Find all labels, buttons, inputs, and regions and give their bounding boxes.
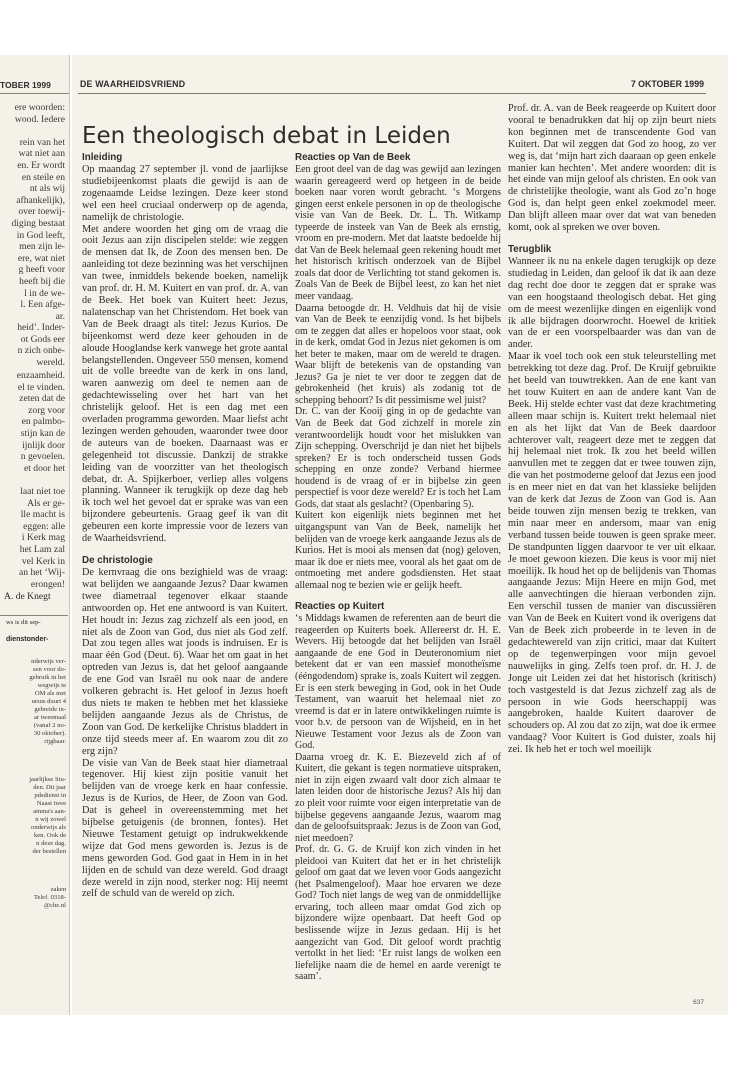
paragraph: Dr. C. van der Kooij ging in op de gedachte van Van de Beek dat God zichzelf in morele zin verantwoordelijk houdt voor het mislukken van Zijn schepping. Overschrijd je dan niet het bijbels spreken? Er is toch onderscheid tussen Gods schepping en onze zonde? Verband hiermee houdend is de vraag of er in bijbelse zin geen perspectief is voor deze wereld? Er is toch het Lam Gods, dat staat als geslacht? (Openbaring 5). bbox=[295, 406, 501, 510]
paragraph: Met andere woorden het ging om de vraag die ooit Jezus aan zijn discipelen stelde: wie zeggen de mensen dat Ik, de Zoon des mensen ben. De aanleiding tot deze bezinning was het verschijnen van twee, inmiddels bekende boeken, namelijk van prof. dr. H. M. Kuitert en van prof. dr. A. van de Beek. Het boek van Kuitert heet: Jezus, nalatenschap van het Christendom. Het boek van Van de Beek draagt als titel: Jezus Kurios. De bijeenkomst werd deze keer gehouden in de aloude Hooglandse kerk vanwege het grote aantal belangstellenden. Ongeveer 550 mensen, komend uit de volle breedte van de kerk in ons land, waren aanwezig om deel te nemen aan de gedachtewisseling over het hart van het christelijk geloof. Het is een dag met een overladen programma geworden. Maar liefst acht lezingen werden gehouden, waaronder twee door de auteurs van de boeken. Daarnaast was er gelegenheid tot discussie. Dankzij de strakke leiding van de voorzitter van het theologisch debat, dr. A. Spijkerboer, verliep alles volgens planning. Wanneer ik terugkijk op deze dag heb ik toch wel het gevoel dat er sprake was van een bijzondere gebeurtenis. Graag geef ik van dit gebeuren een korte impressie voor de lezers van de Waarheidsvriend. bbox=[82, 223, 288, 545]
issue-date: 7 OKTOBER 1999 bbox=[630, 79, 704, 89]
section-heading-terugblik: Terugblik bbox=[508, 243, 552, 255]
paragraph: Kuitert kon eigenlijk niets beginnen met het uitgangspunt van Van de Beek, namelijk het belijden van de vroege kerk aangaande Jezus als de Kurios. Het is mooi als mensen dat (nog) geloven, maar ik doe er niets mee, vooral als het gaat om de ontmoeting met andere godsdiensten. Het staat allemaal nog te bezien wie er gelijk heeft. bbox=[295, 510, 501, 591]
article-title: Een theologisch debat in Leiden bbox=[82, 123, 451, 149]
page-number: 637 bbox=[693, 999, 704, 1006]
paragraph: ‘s Middags kwamen de referenten aan de beurt die reageerden op Kuiterts boek. Allereerst dr. H. E. Wevers. Hij betoogde dat het belijden van Israël aangaande de ene God in Deuteronomium niet betekent dat er van een massief monotheïsme (ééngodendom) sprake is, zoals Kuitert wil zeggen. Er is een sterk beweging in God, ook in het Oude Testament, van waaruit het helemaal niet zo vreemd is dat er in latere ontwikkelingen ruimte is voor b.v. de persoon van de Wijsheid, en in het Nieuwe Testament voor Jezus als de Zoon van God. bbox=[295, 613, 501, 752]
section-heading-inleiding: Inleiding bbox=[82, 152, 123, 163]
notice-box-text-1: nderwijs ver- sen voor do- gebruik in het wegwijs te OM als met ursus duurt 4 gebreide in- ar tweemaal (vanaf 2 no- 30 oktober). rijgbaar. bbox=[29, 658, 66, 745]
section-heading-reacties-kuitert: Reacties op Kuitert bbox=[295, 601, 385, 613]
notice-box-heading: dienstonder- bbox=[6, 636, 49, 643]
paragraph: De visie van Van de Beek staat hier diametraal tegenover. Hij kiest zijn positie vanuit het belijden van de vroege kerk en haar confessie. Jezus is de Kurios, de Heer, de Zoon van God. Dat is geheel in overeenstemming met het bijbelse getuigenis (de bronnen, fontes). Het Nieuwe Testament getuigt op indrukwekkende wijze dat God mens geworden is. Jezus is de mens geworden God. God gaat in Hem in in het lijden en de schuld van deze wereld. God draagt deze wereld in zijn nood, sterker nog: Hij neemt zelf de schuld van de wereld op zich. bbox=[82, 757, 288, 900]
previous-page-notice-box bbox=[0, 615, 68, 1015]
notice-box-line: ws is dit sep- bbox=[6, 619, 41, 626]
paragraph: De kernvraag die ons bezighield was de vraag: wat belijden we aangaande Jezus? Daar kwamen twee diametraal tegenover elkaar staande antwoorden op. Het ene antwoord is van Kuitert. Het houdt in: Jezus zag zichzelf als een jood, en niet als de Zoon van God, dus niet als God zelf. Dat zou tegen alles wat joods is indruisen. Er is maar één God (Deut. 6). Waar het om gaat in het optreden van Jezus is, dat het geloof aangaande de ene God van Israël nu ook naar de andere volkeren gebracht is. Het geloof in Jezus hoeft dus niets te maken te hebben met het klassieke belijden aangaande Jezus als de Christus, de Zoon van God. De kerkelijke Christus bladdert in onze tijd steeds meer af. En waarom zou dit zo erg zijn? bbox=[82, 567, 288, 757]
previous-page-rule bbox=[0, 93, 70, 94]
paragraph: Wanneer ik nu na enkele dagen terugkijk op deze studiedag in Leiden, dan geloof ik dat ik aan deze dag recht doe door te zeggen dat er sprake was van een hoogstaand theologisch debat. Het ging om de meest wezenlijke dingen en eigenlijk vond ik alle bijdragen doorwrocht. Hoewel de kritiek van de er een voorspelbaarder was dan van de ander. bbox=[508, 255, 716, 351]
notice-box-text-3: zaken Telef. 0318- @che.nl bbox=[33, 886, 66, 909]
previous-page-signature: A. de Knegt bbox=[4, 591, 51, 602]
previous-page-text-top: ere woorden: wood. Iedere rein van het wat niet aan en. Er wordt en steile en nt als wij afhankelijk), over toewij- diging bestaat in God leeft, men zijn le- ere, wat niet g heeft voor heeft bij die l in de we- l. Een afge- ar. heid’. Inder- ot Gods eer n zich onbe- wereld. bbox=[11, 102, 65, 369]
paragraph: Daarna betoogde dr. H. Veldhuis dat hij de visie van Van de Beek te eenzijdig vond. Is het bijbels om te zeggen dat alles er hopeloos voor staat, ook in de kerk, omdat God in Jezus niet gekomen is om het beter te maken, maar om de wereld te dragen. Waar blijft de betekenis van de opstanding van Jezus? Ga je niet te ver door te zeggen dat de gebrokenheid (het kruis) als zodanig tot de schepping behoort? Is dit pessimisme wel juist? bbox=[295, 302, 501, 406]
paragraph: Prof. dr. A. van de Beek reageerde op Kuitert door vooral te benadrukken dat hij op zijn beurt niets kon beginnen met de transcendente God van Kuitert. Dat wil zeggen dat God zo hoog, zo ver weg is, dat ‘mijn hart zich daaraan op geen enkele manier kan hechten’. Met andere woorden: dit is het einde van mijn geloof als christen. En ook van de christelijke theologie, want als God zo’n hoge God is, dan helpt geen enkel zoekmodel meer. Dan blijft alleen maar over dat wat van beneden komt, ook al spreken we over boven. bbox=[508, 103, 716, 234]
paragraph: Prof. dr. G. G. de Kruijf kon zich vinden in het pleidooi van Kuitert dat het er in het christelijk geloof om gaat dat we leven voor Gods aangezicht (het Psalmengeloof). Maar hoe ervaren we deze God? Toch niet langs de weg van de onmiddellijke ervaring, toch alleen maar omdat God zich op bijzondere wijze openbaart. Dat heeft God op beslissende wijze in Jezus gedaan. Hij is het aangezicht van God. Dit geloof wordt prachtig vertolkt in het lied: ‘Er ruist langs de wolken een liefelijke naam die de hemel en aarde verenigt te saam’. bbox=[295, 844, 501, 983]
previous-page-header: TOBER 1999 bbox=[0, 80, 51, 90]
article-page bbox=[72, 55, 728, 1015]
paragraph: Maar ik voel toch ook een stuk teleurstelling met betrekking tot deze dag. Prof. De Kruijf gebruikte het beeld van touwtrekken. Aan de ene kant van het touw Kuitert en aan de andere kant Van de Beek. Hij stelde echter vast dat deze krachtmeting alleen maar schijn is. Kuitert trekt helemaal niet en als het lijkt dat Van de Beek daardoor achterover valt, reageert deze met te zeggen dat hij helemaal niet trok. Ik zou het beeld willen aanvullen met te zeggen dat er twee touwen zijn, die van het postmoderne geloof dat Jezus een jood is en meer niet en dat van het klassieke belijden van de kerk dat Jezus de Zoon van God is. Aan beide touwen zijn mensen bezig te trekken, van min naar meer en andersom, maar van enig verband tussen beide touwen is geen sprake meer. De standpunten liggen daarvoor te ver uit elkaar. Je moet gewoon kiezen. Die keus is voor mij niet moeilijk. Ik houd het op de belijdenis van Thomas aangaande Jezus: Mijn Heere en mijn God, met alle aanvechtingen die hieraan verbonden zijn. Een verschil tussen de manier van discussiëren van Van de Beek en Kuitert vond ik overigens dat Van de Beek zich probeerde in te leven in de gedachtewereld van zijn critici, maar dat Kuitert op de tegenwerpingen voor mijn gevoel nauwelijks in ging. Zelfs toen prof. dr. H. J. de Jonge uit Leiden zei dat het historisch (kritisch) toch vastgesteld is dat Jezus zichzelf zag als de persoon in wie Gods heerschappij was aangebroken, haalde Kuitert daarover de schouders op. Al zou dat zo zijn, wat doe ik ermee vandaag? Voor Kuitert is God duister, zoals hij zei. Ik heb het er toch wel moeilijk bbox=[508, 351, 716, 756]
notice-box-text-2: jaarlijkse Stu- den. Dit jaar pdsdienst in Naast twee amma's aan- n wij zowel onderwijs als ken. Ook de n deze dag. der bestellen bbox=[29, 776, 66, 855]
paragraph: Een groot deel van de dag was gewijd aan lezingen waarin gereageerd werd op hetgeen in de beide boeken naar voren wordt gebracht. ‘s Morgens gingen eerst enkele personen in op de theologische visie van Van de Beek. Dr. L. Th. Witkamp typeerde de insteek van Van de Beek als ernstig, vroom en pre-modern. Met dat laatste bedoelde hij dat Van de Beek helemaal geen rekening houdt met het historisch kritisch onderzoek van de Bijbel zoals dat door de Verlichting tot stand gekomen is. Zoals Van de Beek de Bijbel leest, zo kan het niet meer vandaag. bbox=[295, 164, 501, 303]
previous-page-fragment bbox=[0, 55, 70, 1015]
publication-name: DE WAARHEIDSVRIEND bbox=[80, 79, 186, 89]
article-column-2 bbox=[295, 152, 501, 983]
section-heading-christologie: De christologie bbox=[82, 555, 153, 566]
paragraph: Op maandag 27 september jl. vond de jaarlijkse studiebijeenkomst plaats die gewijd is aan de zogenaamde Leidse lezingen. Deze keer stond wel een heel cruciaal onderwerp op de agenda, namelijk de christologie. bbox=[82, 164, 288, 223]
article-column-1 bbox=[82, 152, 288, 900]
article-column-3 bbox=[508, 103, 716, 756]
header-rule bbox=[78, 93, 706, 94]
previous-page-text-middle: enzaamheid. el te vinden. zeten dat de zorg voor en palmbo- stijn kan de ijnlijk door n gevoelen. et door het laat niet toe Als er ge- lle macht is eggen: alle i Kerk mag het Lam zal vel Kerk in an het ‘Wij- erongen! bbox=[16, 370, 65, 590]
paragraph: Daarna vroeg dr. K. E. Biezeveld zich af of Kuitert, die gekant is tegen normatieve uitspraken, niet in zijn eigen zwaard valt door zich almaar te laten leiden door de historische Jezus? Als hij dan zo pleit voor ruimte voor eigen interpretatie van de bijbelse gegevens aangaande Jezus, waarom mag dan de geloofsuitspraak: Jezus is de Zoon van God, niet meedoen? bbox=[295, 751, 501, 844]
section-heading-reacties-van-de-beek: Reacties op Van de Beek bbox=[295, 152, 411, 163]
